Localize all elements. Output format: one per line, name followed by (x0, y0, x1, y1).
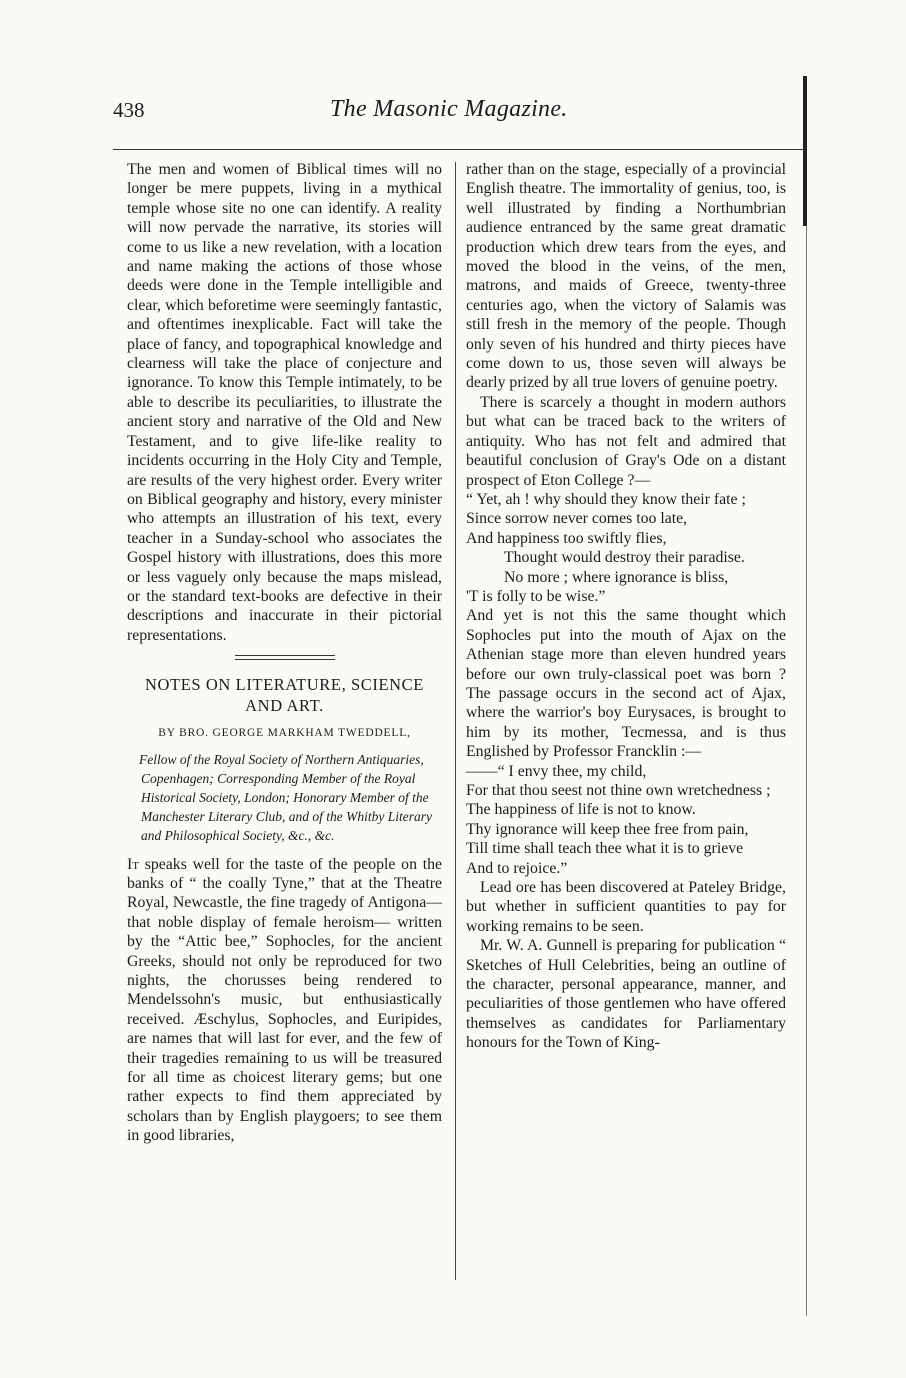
quote-line: Thy ignorance will keep thee free from pain, (466, 820, 749, 838)
author-affiliations: Fellow of the Royal Society of Northern Antiquaries, Copenhagen; Corresponding Member of the Royal Historical Society, London; Honorary Member of the Manchester Literary Club, and of the Whitby Literary and Philosophical Society, &c., &c. (139, 751, 432, 843)
quote-line: The happiness of life is not to know. (466, 801, 696, 819)
section-title: NOTES ON LITERATURE, SCIENCE AND ART. (145, 675, 424, 716)
ajax-paragraph: And yet is not this the same thought which Sophocles put into the mouth of Ajax on the Athenian stage more than eleven hundred years before our own truly-classical poet was born ? The passage occurs in the second act of Ajax, where the warrior's boy Eurysaces, is brought to him by its mother, Tecmessa, and is thus Englished by Professor Francklin :— (466, 607, 786, 761)
quote-line: And happiness too swiftly flies, (466, 529, 667, 547)
opening-paragraph: The men and women of Biblical times will no longer be mere puppets, living in a mythical temple whose site no one can identify. A reality will now pervade the narrative, its stories will come to us like a new revelation, with a location and name making the actions of those whose deeds were done in the Temple intelligible and clear, which beforetime were seemingly fantastic, and oftentimes inexplicable. Fact will take the place of fancy, and topographical knowledge and clearness will take the place of conjecture and ignorance. To know this Temple intimately, to be able to describe its peculiarities, to illustrate the ancient story and narrative of the Old and New Testament, and to give life-like reality to incidents occurring in the Holy City and Temple, are results of the very highest order. Every writer on Biblical geography and history, every minister who attempts an illustration of his text, every teacher in a Sunday-school who associates the Gospel history with illustrations, does this more or less vaguely only because the maps mislead, or the standard text-books are defective in their descriptions and inaccurate in their pictorial representations. (127, 161, 442, 644)
quote-line: For that thou seest not thine own wretchedness ; (466, 782, 771, 799)
quote-line: ——“ I envy thee, my child, (466, 762, 647, 780)
right-column (466, 160, 786, 1053)
drop-word: It (127, 855, 139, 873)
lead-paragraph: Lead ore has been discovered at Pateley Bridge, but whether in sufficient quantities to pay for working remains to be seen. (466, 879, 786, 935)
quote-line: No more ; where ignorance is bliss, (504, 568, 729, 586)
gray-paragraph: There is scarcely a thought in modern authors but what can be traced back to the writers of antiquity. Who has not felt and admired that beautiful conclusion of Gray's Ode on a distant prospect of Eton College ?— (466, 393, 786, 489)
column-divider (455, 162, 456, 1280)
continuation-paragraph: rather than on the stage, especially of a provincial English theatre. The immortality of genius, too, is well illustrated by finding a Northumbrian audience entranced by the same great dramatic production which drew tears from the eyes, and moved the blood in the veins, of the men, matrons, and maids of Greece, twenty-three centuries ago, when the victory of Salamis was still fresh in the memory of the people. Though only seven of his hundred and thirty pieces have come down to us, those seven will always be dearly prized by all true lovers of genuine poetry. (466, 161, 786, 392)
quote-line: And to rejoice.” (466, 859, 568, 877)
quote-line: Since sorrow never comes too late, (466, 510, 688, 528)
ajax-quote (466, 762, 786, 878)
magazine-title: The Masonic Magazine. (330, 96, 568, 122)
page-number: 438 (113, 98, 145, 122)
gunnell-paragraph: Mr. W. A. Gunnell is preparing for publication “ Sketches of Hull Celebrities, being an outline of the character, personal appearance, manner, and peculiarities of those gentlemen who have offered themselves as candidates for Parliamentary honours for the Town of King- (466, 937, 786, 1052)
left-column (127, 160, 442, 1146)
page-edge-line (806, 226, 807, 1316)
article-text: speaks well for the taste of the people on the banks of “ the coally Tyne,” that at the Theatre Royal, Newcastle, the fine tragedy of Antigona—that noble display of female heroism— written by the “Attic bee,” Sophocles, for the ancient Greeks, should not only be reproduced for two nights, the chorusses being rendered to Mendelssohn's music, but enthusiastically received. Æschylus, Sophocles, and Euripides, are names that will last for ever, and the few of their tragedies remaining to us will be treasured for all time as choicest literary gems; but one rather expects to find them appreciated by scholars than by English playgoers; to see them in good libraries, (127, 855, 443, 1145)
gray-quote (466, 490, 786, 606)
quote-line: Thought would destroy their paradise. (504, 549, 745, 567)
quote-line: Till time shall teach thee what it is to grieve (466, 840, 744, 858)
quote-line: “ Yet, ah ! why should they know their fate ; (466, 490, 746, 508)
quote-line: 'T is folly to be wise.” (466, 587, 606, 605)
header-rule (113, 149, 806, 150)
byline: BY BRO. GEORGE MARKHAM TWEDDELL, (158, 727, 411, 740)
article-paragraph (127, 855, 442, 1146)
page-edge-mark (803, 76, 807, 226)
section-divider (235, 655, 335, 660)
